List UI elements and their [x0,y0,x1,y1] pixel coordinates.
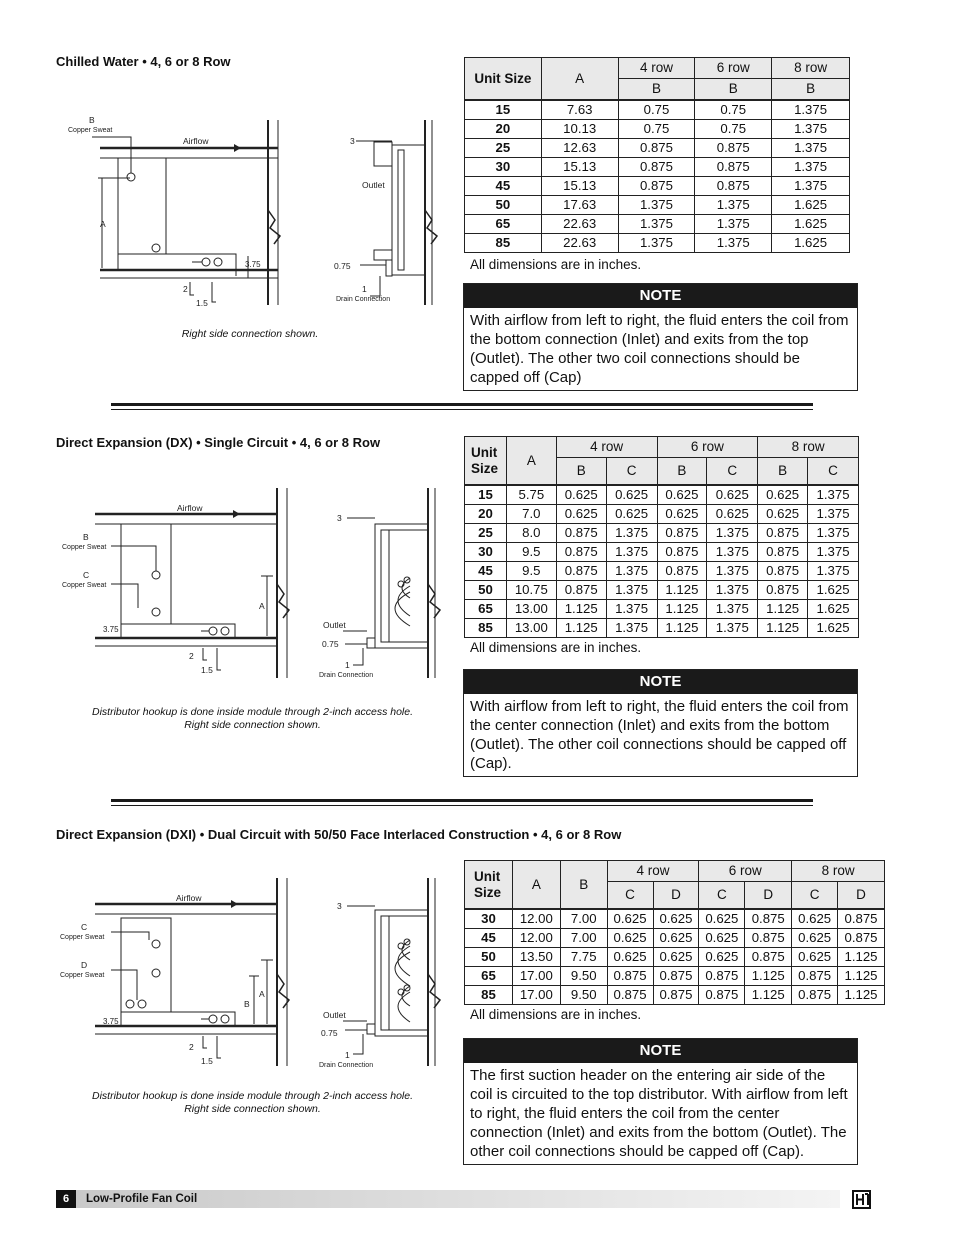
dimension-cell: 0.875 [695,158,772,177]
unit-size-cell: 85 [465,619,507,638]
note-title: NOTE [464,670,857,694]
label-a: A [259,601,265,611]
label-0-75: 0.75 [322,639,339,649]
dimension-cell: 1.125 [556,619,606,638]
label-c: C [83,570,90,580]
dimension-cell: 1.125 [657,581,707,600]
dimension-cell: 1.125 [838,948,885,967]
header-b: B [560,861,607,910]
label-2: 2 [183,284,188,294]
dimension-cell: 1.375 [808,562,859,581]
label-b: B [244,999,250,1009]
label-drain: Drain Connection [336,296,391,303]
label-outlet: Outlet [323,1010,346,1020]
dimension-cell: 0.625 [699,929,745,948]
dimension-cell: 1.375 [707,619,758,638]
dimension-cell: 0.625 [607,909,653,929]
section-divider-thin [111,409,813,410]
table-row [465,909,885,929]
table-row [465,120,850,139]
section1-title: Chilled Water • 4, 6 or 8 Row [56,54,231,69]
label-b: B [83,532,89,542]
dimension-cell: 1.375 [606,600,657,619]
dimension-cell: 0.875 [758,543,808,562]
dimension-cell: 1.375 [808,485,859,505]
unit-size-cell: 45 [465,929,513,948]
section-divider-thin [111,805,813,806]
label-copper-sweat: Copper Sweat [60,972,105,979]
header-8row: 8 row [758,437,859,458]
dimension-cell: 0.625 [792,909,838,929]
dimension-cell: 1.625 [808,619,859,638]
header-unit-size: Unit Size [465,58,542,101]
dimension-cell: 9.50 [560,967,607,986]
dimension-cell: 1.125 [838,967,885,986]
table-row [465,505,859,524]
section-divider [111,403,813,406]
label-d: D [81,960,88,970]
unit-size-cell: 30 [465,158,542,177]
dimension-cell: 1.375 [606,619,657,638]
section2-caption [60,706,445,732]
header-c: C [808,458,859,486]
header-unit-size: Unit Size [465,437,507,486]
dimension-cell: 8.0 [506,524,556,543]
footer-title: Low-Profile Fan Coil [86,1193,198,1205]
label-1-5: 1.5 [196,298,208,308]
dimension-cell: 1.125 [745,986,792,1005]
dimension-cell: 15.13 [541,177,618,196]
dimension-cell: 17.00 [512,967,560,986]
unit-size-cell: 25 [465,139,542,158]
dimension-cell: 0.625 [699,948,745,967]
label-outlet: Outlet [323,620,346,630]
dimension-cell: 1.625 [772,196,850,215]
unit-size-cell: 65 [465,215,542,234]
dimension-cell: 0.875 [745,948,792,967]
dimension-cell: 0.625 [758,485,808,505]
unit-size-cell: 25 [465,524,507,543]
dimension-cell: 7.75 [560,948,607,967]
dimension-cell: 0.875 [607,986,653,1005]
dimension-cell: 0.625 [657,505,707,524]
dimension-cell: 1.125 [758,600,808,619]
dimension-cell: 22.63 [541,234,618,253]
table-row [465,215,850,234]
dimension-cell: 0.625 [707,485,758,505]
dimension-cell: 0.875 [745,909,792,929]
header-unit-size: Unit Size [465,861,513,910]
label-1-5: 1.5 [201,665,213,675]
dimension-cell: 0.75 [695,100,772,120]
dimension-cell: 1.625 [772,234,850,253]
dimension-cell: 1.375 [772,139,850,158]
dimension-cell: 0.875 [556,581,606,600]
unit-size-cell: 50 [465,581,507,600]
dx-single-table [464,436,859,638]
table-row [465,196,850,215]
label-3-75: 3.75 [245,260,261,269]
dimension-cell: 0.875 [695,139,772,158]
label-b: B [89,115,95,125]
dimension-cell: 1.375 [618,215,695,234]
unit-size-cell: 50 [465,196,542,215]
dimension-cell: 0.875 [792,967,838,986]
unit-size-cell: 85 [465,986,513,1005]
dimension-cell: 7.63 [541,100,618,120]
dimension-cell: 1.375 [606,562,657,581]
dimension-cell: 7.00 [560,929,607,948]
label-1: 1 [362,284,367,294]
section3-all-dims: All dimensions are in inches. [470,1007,642,1022]
dimension-cell: 1.375 [618,196,695,215]
dimension-cell: 0.875 [618,177,695,196]
unit-size-cell: 65 [465,967,513,986]
dimension-cell: 0.625 [707,505,758,524]
label-3-75: 3.75 [103,1017,119,1026]
dimension-cell: 0.625 [657,485,707,505]
dimension-cell: 0.875 [556,562,606,581]
table-row [465,100,850,120]
label-2: 2 [189,651,194,661]
dimension-cell: 0.875 [838,909,885,929]
dimension-cell: 1.375 [695,196,772,215]
unit-size-cell: 45 [465,562,507,581]
label-1: 1 [345,1050,350,1060]
dimension-cell: 22.63 [541,215,618,234]
dimension-cell: 1.375 [772,120,850,139]
label-3-75: 3.75 [103,625,119,634]
header-c: C [607,882,653,910]
dimension-cell: 0.625 [607,948,653,967]
label-0-75: 0.75 [321,1028,338,1038]
dxi-dual-table [464,860,885,1005]
label-a: A [259,989,265,999]
unit-size-cell: 65 [465,600,507,619]
dimension-cell: 12.63 [541,139,618,158]
table-row [465,158,850,177]
table-row [465,485,859,505]
dimension-cell: 1.375 [695,215,772,234]
dimension-cell: 17.63 [541,196,618,215]
header-a: A [512,861,560,910]
dimension-cell: 1.125 [657,600,707,619]
dimension-cell: 0.625 [758,505,808,524]
label-a: A [100,219,106,229]
table-row [465,600,859,619]
chilled-water-table [464,57,850,253]
label-1: 1 [345,660,350,670]
dimension-cell: 1.375 [606,524,657,543]
dimension-cell: 0.875 [556,543,606,562]
dimension-cell: 1.125 [758,619,808,638]
dxi-dual-circuit-diagram [55,878,445,1078]
header-d: D [745,882,792,910]
section-divider [111,799,813,802]
dimension-cell: 0.875 [653,967,699,986]
dimension-cell: 1.375 [808,524,859,543]
unit-size-cell: 30 [465,909,513,929]
dimension-cell: 0.875 [792,986,838,1005]
dimension-cell: 1.375 [808,505,859,524]
unit-size-cell: 15 [465,485,507,505]
dimension-cell: 0.875 [556,524,606,543]
dimension-cell: 12.00 [512,929,560,948]
dimension-cell: 0.875 [699,967,745,986]
dimension-cell: 1.375 [707,543,758,562]
unit-size-cell: 50 [465,948,513,967]
table-row [465,139,850,158]
header-c: C [606,458,657,486]
header-6row: 6 row [699,861,792,882]
dimension-cell: 0.625 [607,929,653,948]
section1-all-dims: All dimensions are in inches. [470,257,642,272]
dimension-cell: 9.50 [560,986,607,1005]
dimension-cell: 1.125 [556,600,606,619]
dimension-cell: 0.625 [792,929,838,948]
dimension-cell: 15.13 [541,158,618,177]
dimension-cell: 10.13 [541,120,618,139]
header-c: C [707,458,758,486]
header-6row: 6 row [695,58,772,79]
dimension-cell: 0.625 [606,505,657,524]
label-copper-sweat: Copper Sweat [62,544,107,551]
unit-size-cell: 45 [465,177,542,196]
dimension-cell: 1.375 [606,581,657,600]
unit-size-cell: 15 [465,100,542,120]
dimension-cell: 9.5 [506,543,556,562]
section2-title: Direct Expansion (DX) • Single Circuit • 4, 6 or 8 Row [56,435,381,450]
dimension-cell: 1.375 [707,524,758,543]
caption-line-1: Distributor hookup is done inside module through 2-inch access hole. [91,706,414,718]
caption-line-2: Right side connection shown. [184,1103,321,1115]
section2-note [463,669,858,777]
dimension-cell: 1.625 [808,600,859,619]
dimension-cell: 1.625 [772,215,850,234]
dimension-cell: 0.875 [699,986,745,1005]
header-b: B [618,79,695,101]
table-row [465,562,859,581]
label-1-5: 1.5 [201,1056,213,1066]
dimension-cell: 1.625 [808,581,859,600]
header-b: B [772,79,850,101]
dimension-cell: 0.875 [618,158,695,177]
table-row [465,543,859,562]
dimension-cell: 1.375 [618,234,695,253]
dimension-cell: 17.00 [512,986,560,1005]
label-c: C [81,922,88,932]
label-0-75: 0.75 [334,261,351,271]
header-b: B [556,458,606,486]
dimension-cell: 1.375 [695,234,772,253]
caption-line-2: Right side connection shown. [184,719,321,731]
dimension-cell: 13.50 [512,948,560,967]
dimension-cell: 0.625 [556,505,606,524]
dimension-cell: 0.625 [653,948,699,967]
dimension-cell: 1.375 [772,100,850,120]
dimension-cell: 5.75 [506,485,556,505]
header-4row: 4 row [618,58,695,79]
table-row [465,524,859,543]
dimension-cell: 1.125 [838,986,885,1005]
dimension-cell: 9.5 [506,562,556,581]
dimension-cell: 13.00 [506,619,556,638]
dimension-cell: 10.75 [506,581,556,600]
header-b: B [758,458,808,486]
label-outlet: Outlet [362,180,385,190]
dimension-cell: 7.00 [560,909,607,929]
dimension-cell: 13.00 [506,600,556,619]
header-8row: 8 row [792,861,885,882]
table-row [465,929,885,948]
dimension-cell: 1.125 [657,619,707,638]
header-a: A [541,58,618,101]
header-c: C [699,882,745,910]
dimension-cell: 7.0 [506,505,556,524]
unit-size-cell: 20 [465,120,542,139]
dimension-cell: 0.875 [838,929,885,948]
label-copper-sweat: Copper Sweat [68,127,113,134]
table-row [465,234,850,253]
dimension-cell: 1.375 [707,562,758,581]
table-row [465,619,859,638]
label-3: 3 [337,513,342,523]
section2-all-dims: All dimensions are in inches. [470,640,642,655]
note-text: The first suction header on the entering air side of the coil is circuited to the top distributor. With airflow from left to right, the fluid enters the coil from the center connection (Inlet) and exits from the bottom (Outlet). The other coil connections should be capped off (Cap). [470,1067,848,1160]
dimension-cell: 0.875 [607,967,653,986]
dimension-cell: 0.875 [657,543,707,562]
header-4row: 4 row [556,437,657,458]
label-copper-sweat: Copper Sweat [62,582,107,589]
caption-line-1: Distributor hookup is done inside module through 2-inch access hole. [91,1090,414,1102]
dimension-cell: 0.875 [657,524,707,543]
dimension-cell: 0.625 [792,948,838,967]
header-d: D [653,882,699,910]
dimension-cell: 0.75 [695,120,772,139]
dimension-cell: 0.875 [695,177,772,196]
dimension-cell: 0.625 [606,485,657,505]
label-drain: Drain Connection [319,672,374,679]
header-a: A [506,437,556,486]
dimension-cell: 1.375 [808,543,859,562]
label-2: 2 [189,1042,194,1052]
dimension-cell: 0.75 [618,120,695,139]
section3-title: Direct Expansion (DXI) • Dual Circuit with 50/50 Face Interlaced Construction • 4, 6 or 8 Row [56,827,622,842]
dimension-cell: 1.375 [606,543,657,562]
label-drain: Drain Connection [319,1062,374,1069]
table-row [465,581,859,600]
dimension-cell: 0.875 [758,524,808,543]
chilled-water-diagram [60,110,450,330]
section1-caption: Right side connection shown. [181,328,319,340]
dimension-cell: 1.375 [772,177,850,196]
dimension-cell: 0.875 [653,986,699,1005]
unit-size-cell: 20 [465,505,507,524]
header-c: C [792,882,838,910]
dimension-cell: 0.875 [745,929,792,948]
section1-note [463,283,858,391]
label-airflow: Airflow [176,893,202,903]
note-text: With airflow from left to right, the fluid enters the coil from the center connection (Inlet) and exits from the bottom (Outlet). The other coil connections should be capped off (Cap). [470,698,849,772]
note-text: With airflow from left to right, the fluid enters the coil from the bottom connection (Inlet) and exits from the top (Outlet). The other two coil connections should be capped off (Cap) [470,312,849,386]
label-airflow: Airflow [177,503,203,513]
header-b: B [657,458,707,486]
table-row [465,986,885,1005]
section3-note [463,1038,858,1165]
dimension-cell: 0.75 [618,100,695,120]
dimension-cell: 0.625 [556,485,606,505]
table-row [465,967,885,986]
table-row [465,948,885,967]
header-8row: 8 row [772,58,850,79]
note-title: NOTE [464,284,857,308]
note-title: NOTE [464,1039,857,1063]
dimension-cell: 0.625 [653,909,699,929]
greenheck-logo-icon [852,1190,872,1209]
dimension-cell: 0.625 [653,929,699,948]
unit-size-cell: 85 [465,234,542,253]
header-4row: 4 row [607,861,699,882]
label-3: 3 [350,136,355,146]
header-d: D [838,882,885,910]
dimension-cell: 0.875 [758,581,808,600]
dx-single-circuit-diagram [55,488,445,688]
dimension-cell: 0.875 [657,562,707,581]
dimension-cell: 0.625 [699,909,745,929]
header-6row: 6 row [657,437,758,458]
unit-size-cell: 30 [465,543,507,562]
table-row [465,177,850,196]
dimension-cell: 1.375 [772,158,850,177]
header-b: B [695,79,772,101]
label-3: 3 [337,901,342,911]
dimension-cell: 0.875 [758,562,808,581]
dimension-cell: 0.875 [618,139,695,158]
label-copper-sweat: Copper Sweat [60,934,105,941]
dimension-cell: 12.00 [512,909,560,929]
section3-caption [60,1090,445,1116]
dimension-cell: 1.125 [745,967,792,986]
dimension-cell: 1.375 [707,581,758,600]
dimension-cell: 1.375 [707,600,758,619]
label-airflow: Airflow [183,136,209,146]
page-number: 6 [56,1190,76,1208]
